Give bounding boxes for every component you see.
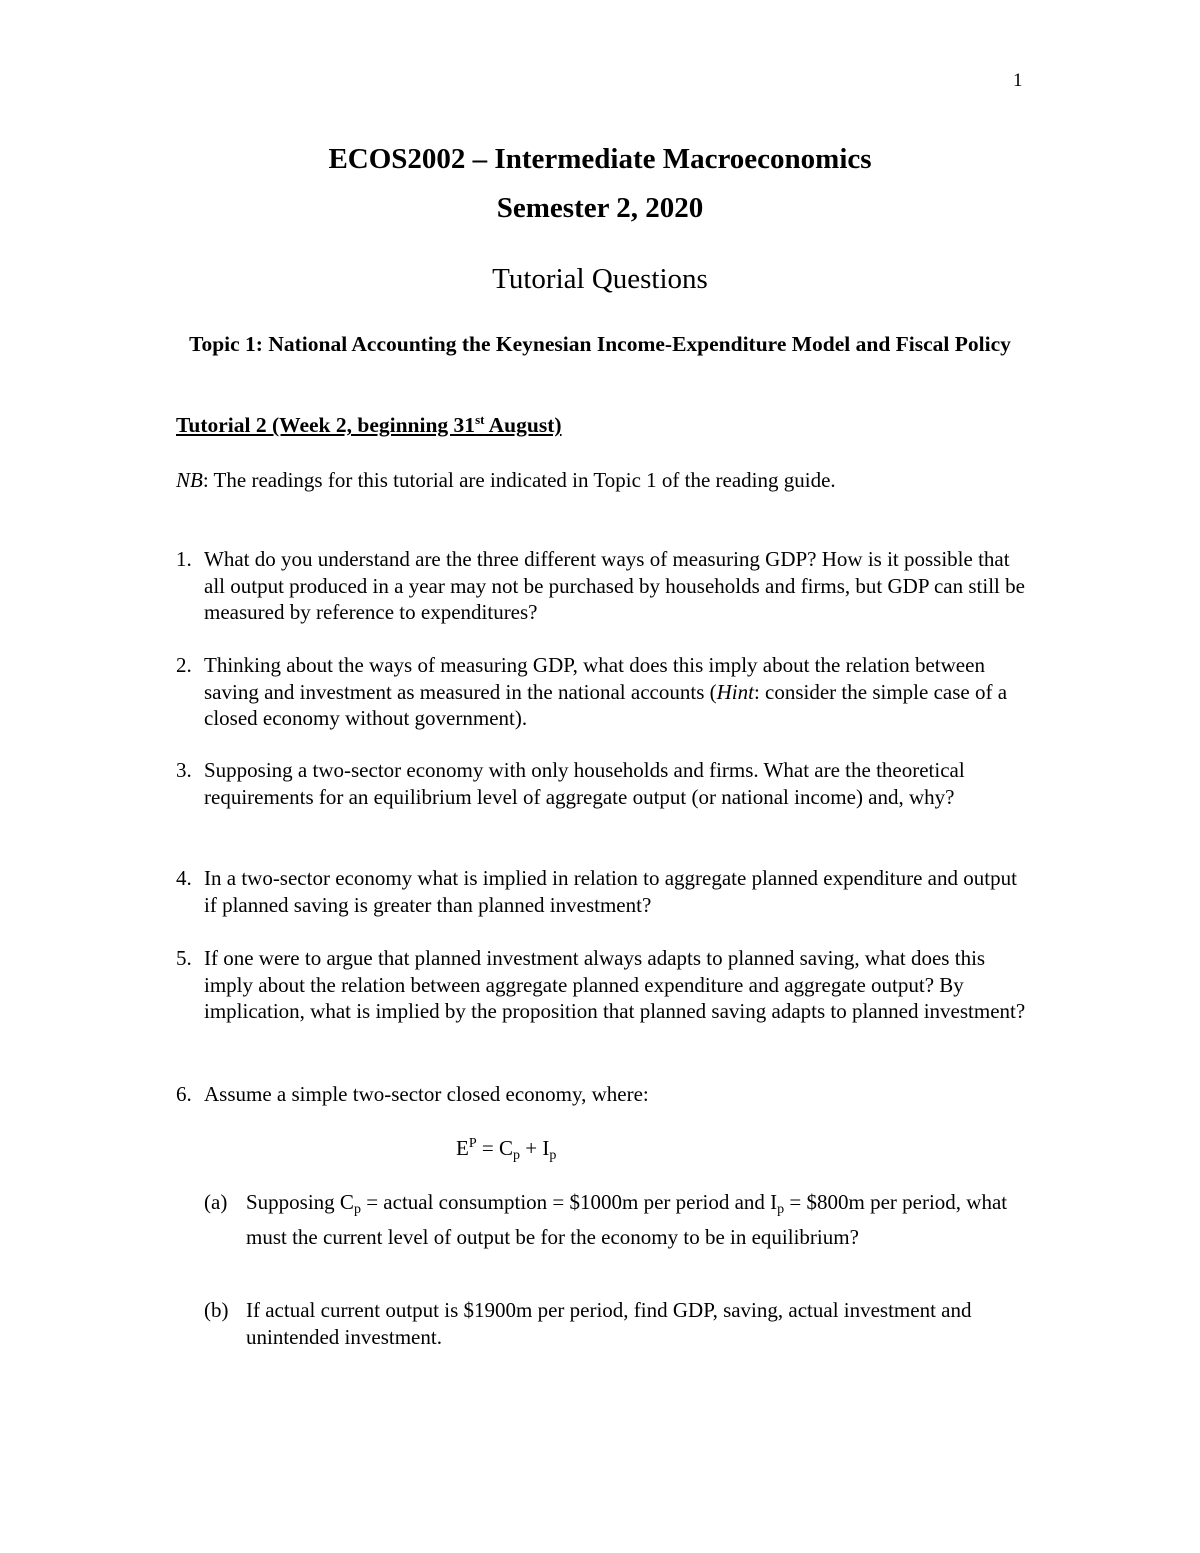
sub-question-text: If actual current output is $1900m per period, find GDP, saving, actual investment and unintended investment.	[246, 1298, 972, 1349]
sub-question-a	[204, 1189, 1026, 1250]
document-title: Tutorial Questions	[492, 263, 708, 295]
question-2	[176, 652, 1026, 732]
question-4	[176, 865, 1026, 918]
question-text: If one were to argue that planned investment always adapts to planned saving, what does this imply about the relation between aggregate planned expenditure and aggregate output? By implication, what is implied by the proposition that planned saving adapts to planned investment?	[204, 946, 1026, 1024]
topic-heading: Topic 1: National Accounting the Keynesian Income-Expenditure Model and Fiscal Policy	[189, 332, 1011, 356]
question-5	[176, 945, 1026, 1025]
question-6	[176, 1081, 1026, 1108]
question-number: 4.	[176, 866, 192, 890]
page-number: 1	[1013, 70, 1023, 91]
question-text: Thinking about the ways of measuring GDP, what does this imply about the relation between saving and investment as measured in the national accounts (Hint: consider the simple case of a closed economy without government).	[204, 653, 1008, 731]
question-3	[176, 757, 1026, 810]
question-number: 3.	[176, 758, 192, 782]
nb-note: NB: The readings for this tutorial are indicated in Topic 1 of the reading guide.	[176, 468, 836, 492]
question-text: Supposing a two-sector economy with only households and firms. What are the theoretical requirements for an equilibrium level of aggregate output (or national income) and, why?	[204, 758, 965, 809]
semester-title: Semester 2, 2020	[496, 192, 704, 224]
sub-question-label: (a)	[204, 1190, 228, 1214]
question-1	[176, 546, 1026, 626]
question-text: In a two-sector economy what is implied in relation to aggregate planned expenditure and output if planned saving is greater than planned investment?	[204, 866, 1017, 917]
sub-question-label: (b)	[204, 1298, 229, 1322]
question-number: 6.	[176, 1082, 192, 1106]
nb-label: NB	[176, 468, 203, 492]
question-number: 5.	[176, 946, 192, 970]
question-number: 2.	[176, 653, 192, 677]
course-title: ECOS2002 – Intermediate Macroeconomics	[328, 143, 872, 175]
sub-question-b	[204, 1297, 1026, 1350]
question-text: What do you understand are the three different ways of measuring GDP? How is it possible that all output produced in a year may not be purchased by households and firms, but GDP can still be measured by reference to expenditures?	[204, 547, 1025, 625]
equation: $E^P = C_p + I_p$	[456, 1136, 557, 1163]
question-number: 1.	[176, 547, 192, 571]
sub-question-text: Supposing $C_p$ = actual consumption = $1000m per period and $I_p$ = $800m per period, what must the current level of output be for the economy to be in equilibrium?	[246, 1190, 1008, 1249]
tutorial-heading: Tutorial 2 (Week 2, beginning 31st August)	[176, 412, 562, 438]
question-text: Assume a simple two-sector closed economy, where:	[204, 1082, 649, 1106]
